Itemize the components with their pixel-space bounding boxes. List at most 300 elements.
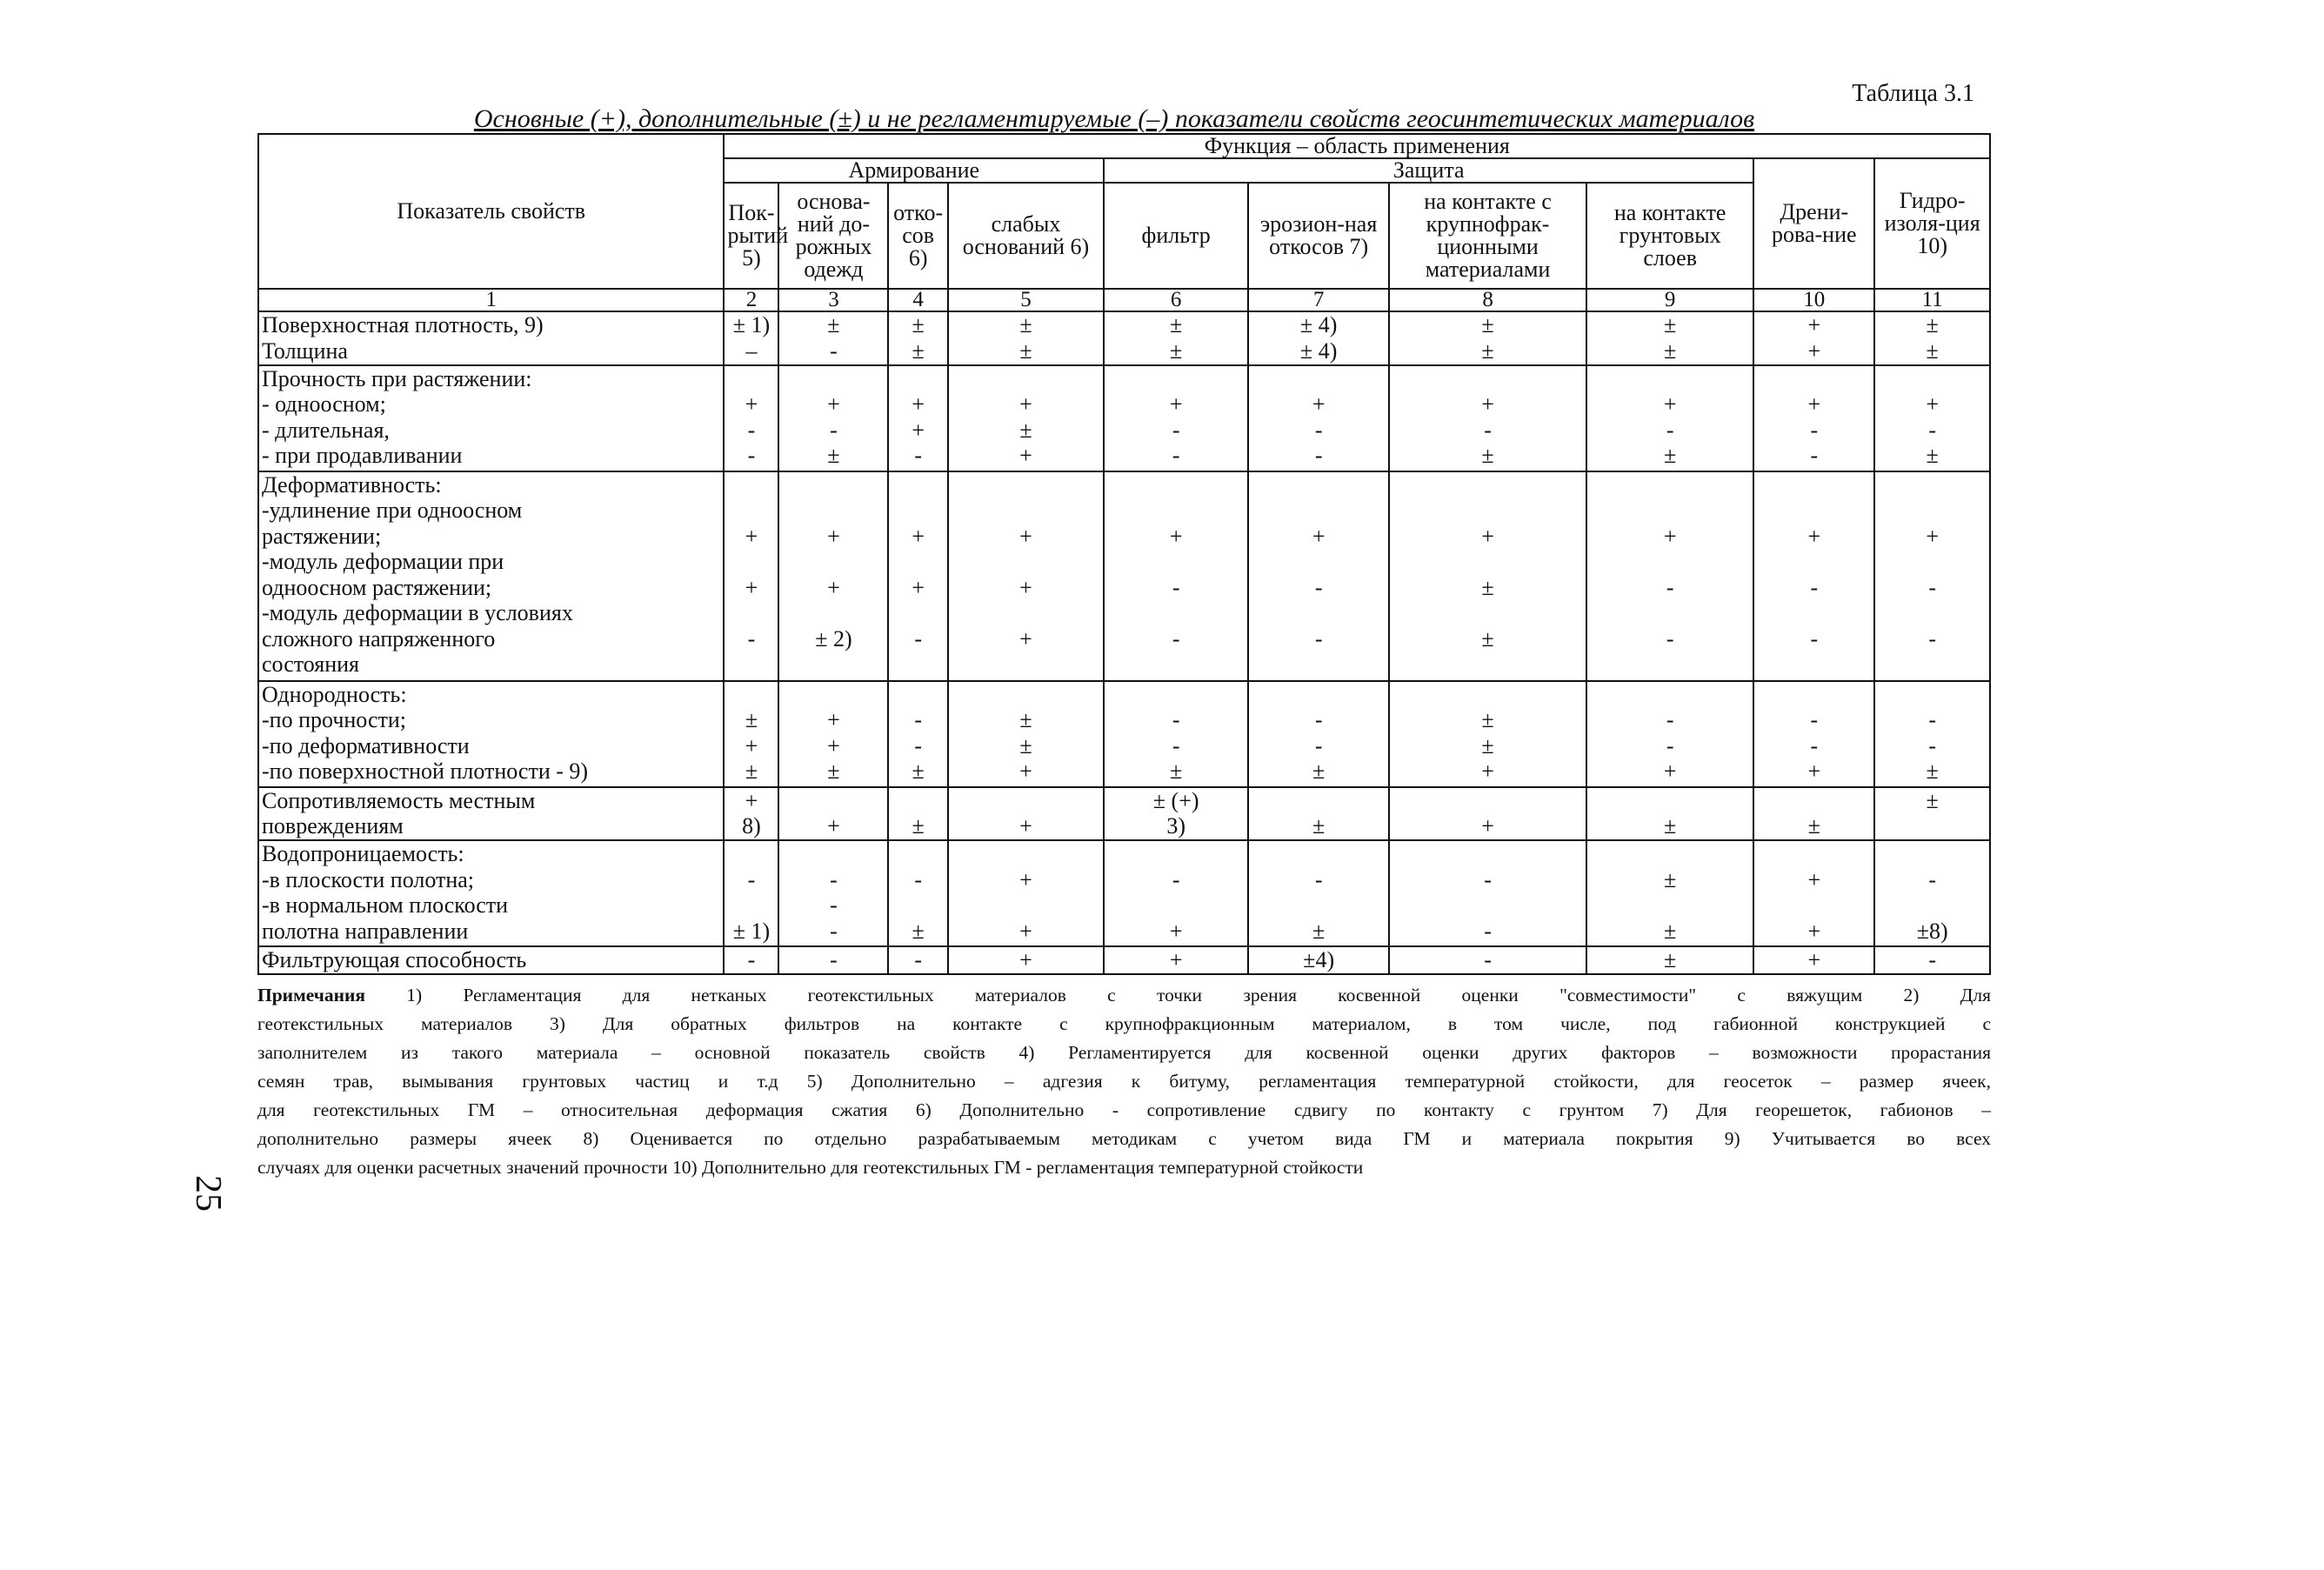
value-mark: + (1169, 947, 1183, 973)
property-line: Водопроницаемость: (262, 841, 464, 867)
value-cell (1753, 787, 1874, 841)
value-mark: + (1807, 866, 1821, 892)
column-number: 8 (1389, 289, 1586, 311)
value-mark (1875, 366, 1989, 392)
value-mark (725, 892, 778, 919)
value-cell (1389, 787, 1586, 841)
value-mark (779, 788, 887, 814)
value-mark: ± (1926, 312, 1939, 337)
property-line: Сопротивляемость местным (262, 787, 536, 813)
value-mark: - (1928, 947, 1936, 973)
value-mark: - (1172, 732, 1180, 758)
property-line: Поверхностная плотность, 9) (262, 312, 544, 337)
property-line: -модуль деформации в условиях (262, 600, 573, 626)
value-mark (1105, 682, 1247, 708)
value-mark (1390, 788, 1586, 814)
value-cell (1586, 471, 1753, 681)
header-property: Показатель свойств (258, 134, 724, 289)
value-mark: - (914, 625, 922, 651)
value-mark (725, 366, 778, 392)
value-mark: + (745, 574, 758, 600)
value-mark: + (1312, 523, 1326, 549)
table-notes (257, 981, 1991, 1182)
value-mark: - (830, 337, 838, 364)
value-mark: ± (912, 813, 925, 838)
value-mark: ± (745, 758, 758, 785)
value-mark (1105, 366, 1247, 392)
value-mark (725, 600, 778, 626)
value-mark: - (1810, 574, 1819, 600)
value-mark: - (1484, 417, 1492, 443)
value-mark (1754, 366, 1873, 392)
value-cell (1248, 365, 1389, 471)
value-cell (724, 311, 778, 365)
property-line: растяжении; (262, 523, 382, 549)
value-mark (889, 600, 946, 626)
value-cell (1753, 681, 1874, 787)
property-cell (258, 840, 724, 946)
value-mark (1249, 682, 1388, 708)
value-mark: + (827, 732, 840, 758)
value-mark: ± (1664, 312, 1677, 337)
value-mark: - (1314, 574, 1323, 600)
value-mark (779, 498, 887, 524)
value-mark: - (1172, 707, 1180, 733)
value-mark: - (1314, 625, 1323, 651)
value-mark: - (1928, 707, 1936, 733)
value-cell (778, 311, 888, 365)
value-mark: - (914, 707, 922, 733)
value-mark (779, 549, 887, 575)
column-header: на контакте грунтовых слоев (1586, 183, 1753, 289)
property-line: Прочность при растяжении: (262, 365, 532, 391)
property-cell (258, 365, 724, 471)
value-mark: + (1807, 337, 1821, 364)
value-mark: ± (1664, 443, 1677, 469)
value-mark: ±8) (1916, 918, 1948, 944)
value-mark: - (1928, 732, 1936, 758)
property-line: -по деформативности (262, 732, 470, 758)
value-cell (1874, 365, 1990, 471)
value-mark: ± (1170, 312, 1183, 337)
value-mark (889, 366, 946, 392)
value-mark: + (912, 574, 925, 600)
property-line: - при продавливании (262, 443, 463, 469)
property-line: -в плоскости полотна; (262, 866, 475, 892)
value-mark (1875, 892, 1989, 919)
value-cell (1248, 840, 1389, 946)
value-mark: + (1312, 391, 1326, 418)
value-mark (1875, 682, 1989, 708)
column-number: 11 (1874, 289, 1990, 311)
value-mark: + (1019, 625, 1032, 651)
property-line: полотна направлении (262, 918, 469, 944)
value-mark (1105, 651, 1247, 678)
value-mark: ± (+) (1152, 787, 1199, 813)
property-line: сложного напряженного (262, 625, 496, 651)
value-mark: ± (1312, 813, 1326, 838)
value-cell (1104, 840, 1248, 946)
column-header: фильтр (1104, 183, 1248, 289)
value-mark (949, 366, 1103, 392)
value-mark: - (1314, 443, 1323, 469)
value-cell (948, 471, 1104, 681)
value-mark: - (1172, 443, 1180, 469)
value-mark: + (1663, 758, 1677, 785)
value-mark: + (827, 813, 840, 838)
value-cell (888, 681, 947, 787)
value-mark: ± (1481, 574, 1494, 600)
value-mark: ± (745, 707, 758, 733)
property-line: -по поверхностной плотности - 9) (262, 758, 589, 785)
value-mark: + (1481, 391, 1494, 418)
value-mark (725, 682, 778, 708)
value-mark (889, 549, 946, 575)
header-waterproofing: Гидро-изоля-ция 10) (1874, 158, 1990, 289)
table-label: Таблица 3.1 (1852, 80, 1974, 107)
table-row (258, 471, 1990, 681)
table-row (258, 365, 1990, 471)
value-mark (1249, 651, 1388, 678)
value-mark: - (1314, 732, 1323, 758)
value-cell (1389, 681, 1586, 787)
value-cell (1248, 946, 1389, 974)
value-cell (778, 840, 888, 946)
table-row (258, 840, 1990, 946)
value-mark (1875, 651, 1989, 678)
property-line: Фильтрующая способность (262, 947, 527, 973)
value-mark (949, 682, 1103, 708)
value-mark (889, 892, 946, 919)
value-mark: ± (1019, 417, 1032, 443)
value-mark (1249, 366, 1388, 392)
property-cell (258, 787, 724, 841)
column-number: 9 (1586, 289, 1753, 311)
value-cell (1104, 471, 1248, 681)
value-mark: - (830, 892, 838, 919)
value-mark: + (1481, 813, 1494, 838)
value-mark: ± (1926, 787, 1939, 813)
value-cell (888, 787, 947, 841)
value-mark (1754, 788, 1873, 814)
value-mark (1875, 549, 1989, 575)
value-cell (1248, 787, 1389, 841)
value-mark (779, 472, 887, 498)
value-mark: ± 2) (815, 625, 852, 651)
value-mark: - (914, 866, 922, 892)
column-number: 1 (258, 289, 724, 311)
value-mark: + (1663, 523, 1677, 549)
value-mark: ± (912, 758, 925, 785)
property-line: повреждениям (262, 813, 404, 838)
value-mark: + (1019, 947, 1032, 973)
table-row (258, 311, 1990, 365)
value-mark: + (1481, 523, 1494, 549)
value-mark: + (1019, 523, 1032, 549)
value-mark: - (1172, 417, 1180, 443)
value-mark: - (1810, 732, 1819, 758)
value-mark: ± (1019, 707, 1032, 733)
value-cell (1753, 840, 1874, 946)
value-cell (948, 681, 1104, 787)
value-mark (889, 651, 946, 678)
value-mark (779, 682, 887, 708)
value-mark (1390, 600, 1586, 626)
value-mark: ± (1170, 758, 1183, 785)
value-mark: ± (912, 918, 925, 944)
value-mark: + (1807, 918, 1821, 944)
value-cell (778, 946, 888, 974)
value-mark (1587, 682, 1753, 708)
property-line: -в нормальном плоскости (262, 892, 509, 919)
value-cell (1874, 840, 1990, 946)
column-header: Пок-рытий 5) (724, 183, 778, 289)
value-mark (1875, 498, 1989, 524)
value-mark (779, 841, 887, 867)
header-reinforcement: Армирование (724, 158, 1104, 183)
value-mark: - (1484, 947, 1492, 973)
note-line: случаях для оценки расчетных значений прочности 10) Дополнительно для геотекстильных ГМ - регламентация температурной стойкости (257, 1157, 1364, 1178)
value-mark (1249, 788, 1388, 814)
note-line: дополнительно размеры ячеек 8) Оценивается по отдельно разрабатываемым методикам с учетом вида ГМ и материала покрытия 9) Учитывается во всех (257, 1128, 1991, 1149)
value-cell (1874, 681, 1990, 787)
value-mark (1390, 651, 1586, 678)
value-mark (949, 600, 1103, 626)
value-mark: + (827, 707, 840, 733)
value-cell (724, 365, 778, 471)
value-mark: - (914, 947, 922, 973)
header-protection: Защита (1104, 158, 1753, 183)
value-mark (1875, 813, 1989, 839)
value-mark: ± (1664, 337, 1677, 364)
value-mark: ± 1) (732, 312, 771, 337)
value-mark (1875, 472, 1989, 498)
property-line: -модуль деформации при (262, 549, 504, 575)
note-line: Примечания 1) Регламентация для нетканых геотекстильных материалов с точки зрения косвенной оценки "совместимости" с вяжущим 2) Для (257, 985, 1991, 1005)
value-mark (1390, 841, 1586, 867)
value-mark: + (1169, 523, 1183, 549)
value-mark: ± (1926, 337, 1939, 364)
value-mark (1105, 498, 1247, 524)
value-mark: - (1810, 417, 1819, 443)
value-cell (1389, 946, 1586, 974)
property-line: Однородность: (262, 681, 407, 707)
value-mark: ± (1481, 337, 1494, 364)
column-number: 5 (948, 289, 1104, 311)
value-mark: ± (827, 443, 840, 469)
value-cell (948, 946, 1104, 974)
value-mark (725, 498, 778, 524)
value-mark: + (1169, 918, 1183, 944)
value-cell (888, 471, 947, 681)
value-mark: - (1484, 866, 1492, 892)
value-cell (1248, 471, 1389, 681)
value-mark (889, 788, 946, 814)
value-mark (1754, 549, 1873, 575)
value-mark: ± (1019, 732, 1032, 758)
value-mark: + (1663, 391, 1677, 418)
value-cell (724, 787, 778, 841)
value-mark: + (1169, 391, 1183, 418)
value-cell (888, 946, 947, 974)
value-mark (1105, 600, 1247, 626)
value-cell (948, 311, 1104, 365)
value-cell (1586, 946, 1753, 974)
value-cell (1753, 311, 1874, 365)
value-cell (1586, 787, 1753, 841)
value-mark (1105, 472, 1247, 498)
column-header: отко-сов 6) (888, 183, 947, 289)
value-mark (1105, 892, 1247, 919)
value-mark: ± (1312, 918, 1326, 944)
value-cell (1104, 946, 1248, 974)
value-mark (725, 651, 778, 678)
note-line: семян трав, вымывания грунтовых частиц и т.д 5) Дополнительно – адгезия к битуму, регламентация температурной стойкости, для геосеток – размер ячеек, (257, 1071, 1991, 1092)
value-mark: - (1666, 707, 1674, 733)
value-mark (779, 600, 887, 626)
value-cell (948, 787, 1104, 841)
value-mark: ± (1170, 337, 1183, 364)
value-mark: - (830, 918, 838, 944)
note-line: геотекстильных материалов 3) Для обратных фильтров на контакте с крупнофракционным материалом, в том числе, под габионной конструкцией с (257, 1013, 1991, 1034)
property-line: -по прочности; (262, 707, 406, 733)
value-mark (1754, 892, 1873, 919)
value-mark: - (1666, 732, 1674, 758)
column-number: 7 (1248, 289, 1389, 311)
value-cell (948, 365, 1104, 471)
value-mark (725, 549, 778, 575)
value-cell (1389, 365, 1586, 471)
value-mark: - (1314, 417, 1323, 443)
value-cell (888, 840, 947, 946)
value-mark (1587, 651, 1753, 678)
value-cell (778, 471, 888, 681)
value-mark: ± (912, 337, 925, 364)
header-function-area: Функция – область применения (724, 134, 1990, 158)
value-cell (948, 840, 1104, 946)
property-line: - одноосном; (262, 391, 386, 418)
value-mark (1875, 600, 1989, 626)
value-mark: ± (1926, 758, 1939, 785)
value-mark: + (1019, 391, 1032, 418)
value-mark (1249, 549, 1388, 575)
property-line: -удлинение при одноосном (262, 498, 523, 524)
value-mark: ± (1481, 732, 1494, 758)
value-cell (1586, 681, 1753, 787)
value-mark: + (745, 523, 758, 549)
property-cell (258, 946, 724, 974)
value-mark: + (1019, 866, 1032, 892)
value-mark: + (1807, 312, 1821, 337)
value-mark (949, 549, 1103, 575)
value-mark (949, 472, 1103, 498)
value-mark: ± (1481, 625, 1494, 651)
value-mark: - (1928, 866, 1936, 892)
value-mark: ± (827, 312, 840, 337)
value-cell (1389, 471, 1586, 681)
value-mark (1105, 841, 1247, 867)
value-mark (889, 682, 946, 708)
value-mark: ± 4) (1299, 337, 1338, 364)
value-mark: ± (1926, 443, 1939, 469)
value-mark: - (1314, 866, 1323, 892)
value-mark (949, 788, 1103, 814)
value-cell (1586, 365, 1753, 471)
value-mark: + (1807, 391, 1821, 418)
property-cell (258, 681, 724, 787)
table-row (258, 787, 1990, 841)
value-mark (1587, 892, 1753, 919)
value-mark: + (745, 391, 758, 418)
value-mark: ±4) (1303, 947, 1335, 973)
property-line: - длительная, (262, 417, 390, 443)
value-mark (889, 472, 946, 498)
value-mark: + (1807, 523, 1821, 549)
value-mark (1390, 366, 1586, 392)
value-mark: ± 4) (1299, 312, 1338, 337)
value-mark (1587, 472, 1753, 498)
value-cell (724, 946, 778, 974)
value-mark (1754, 682, 1873, 708)
property-line: состояния (262, 651, 359, 678)
value-mark: - (1928, 574, 1936, 600)
value-mark (1390, 682, 1586, 708)
value-cell (1753, 471, 1874, 681)
value-mark (1249, 498, 1388, 524)
value-mark: + (1019, 918, 1032, 944)
value-mark: ± (1019, 312, 1032, 337)
value-mark: + (827, 391, 840, 418)
value-cell (1753, 365, 1874, 471)
value-cell (1104, 681, 1248, 787)
value-mark: 8) (742, 813, 761, 838)
value-cell (724, 681, 778, 787)
value-mark: - (830, 417, 838, 443)
value-cell (888, 365, 947, 471)
value-cell (1389, 840, 1586, 946)
table-row (258, 946, 1990, 974)
value-mark (1587, 600, 1753, 626)
value-cell (888, 311, 947, 365)
value-mark (1249, 472, 1388, 498)
value-mark (1390, 498, 1586, 524)
value-mark (1587, 549, 1753, 575)
value-mark: - (914, 732, 922, 758)
value-mark: - (1928, 417, 1936, 443)
value-mark (1390, 472, 1586, 498)
value-cell (1874, 471, 1990, 681)
value-mark (1754, 498, 1873, 524)
value-mark: + (1481, 758, 1494, 785)
value-mark (779, 366, 887, 392)
value-mark (949, 841, 1103, 867)
value-mark: ± (1664, 947, 1677, 973)
value-mark: ± (1664, 918, 1677, 944)
property-cell (258, 471, 724, 681)
value-mark: + (1019, 574, 1032, 600)
value-mark: - (1666, 417, 1674, 443)
value-mark: - (1314, 707, 1323, 733)
value-mark: ± (1312, 758, 1326, 785)
value-mark (949, 498, 1103, 524)
value-mark (1754, 600, 1873, 626)
value-mark (1875, 841, 1989, 867)
value-mark: ± (1481, 312, 1494, 337)
value-mark: + (912, 523, 925, 549)
value-mark: - (747, 625, 756, 651)
value-mark: + (1926, 391, 1939, 418)
value-mark (779, 651, 887, 678)
